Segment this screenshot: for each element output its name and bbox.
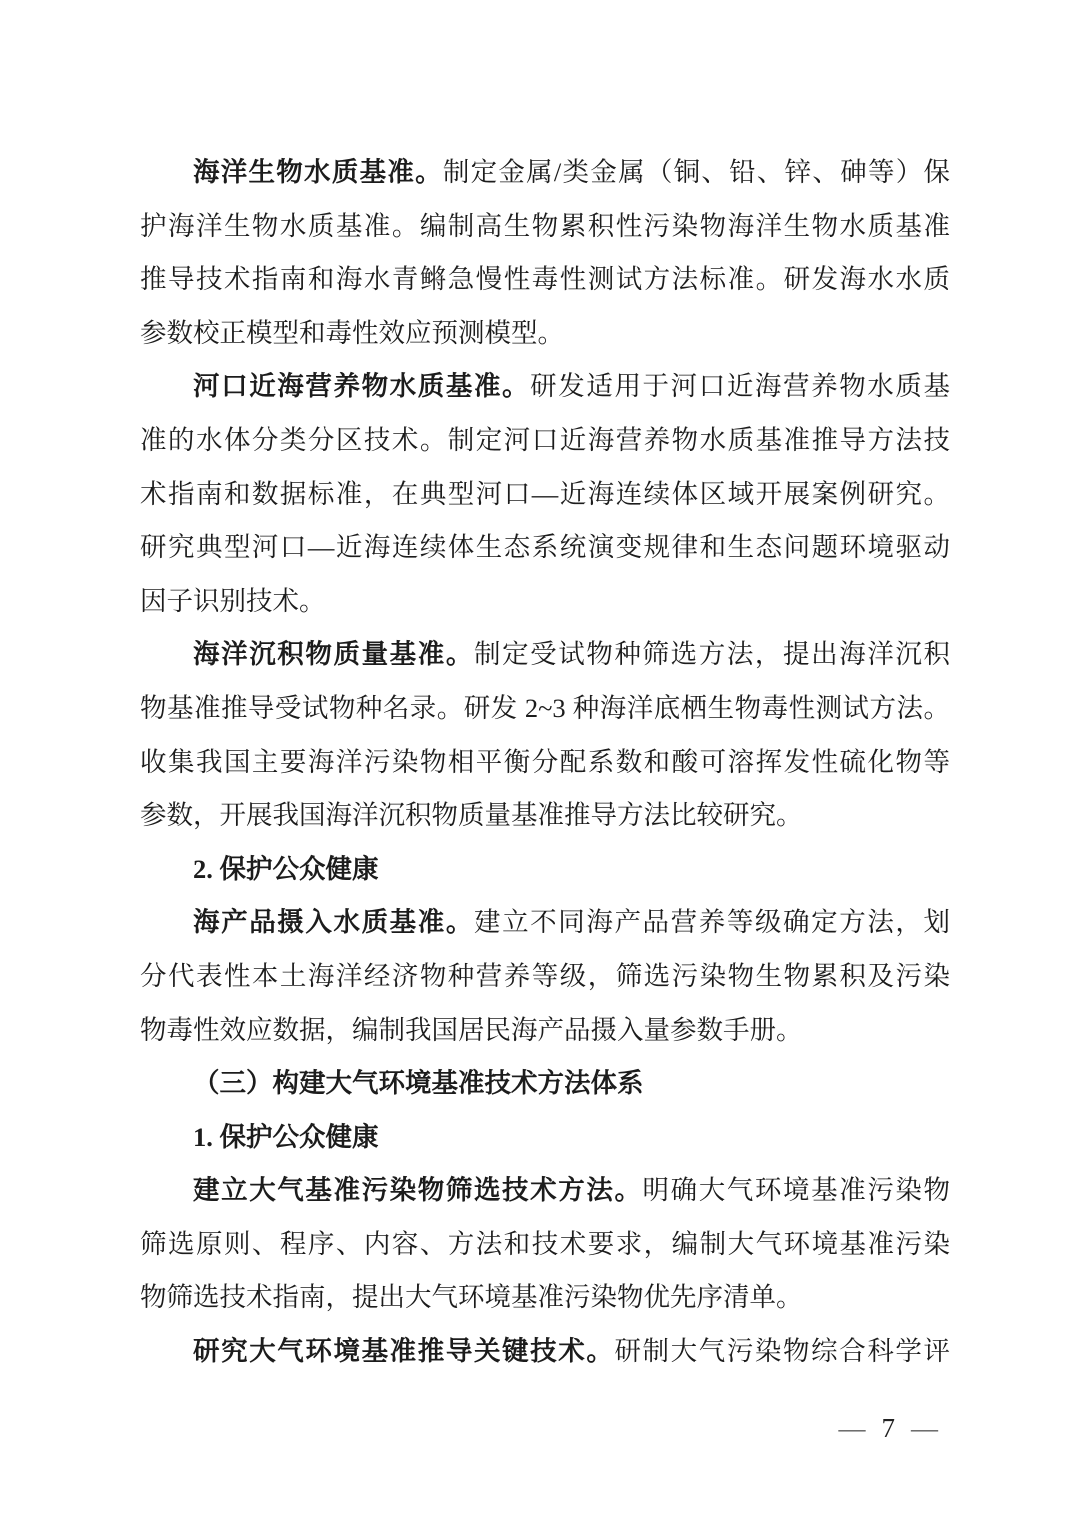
paragraph-text: 术指南和数据标准，在典型河口—近海连续体区域开展案例研究。: [140, 478, 950, 509]
text-line: [140, 253, 950, 307]
paragraph-text: 研制大气污染物综合科学评: [614, 1336, 950, 1367]
paragraph-lead: 海洋生物水质基准。: [193, 157, 443, 187]
footer-left-dash: —: [838, 1413, 866, 1443]
paragraph-text: 制定金属/类金属（铜、铅、锌、砷等）保: [442, 157, 950, 187]
paragraph-text: 建立不同海产品营养等级确定方法，划: [473, 907, 950, 938]
text-line: [140, 414, 950, 468]
paragraph-text: 分代表性本土海洋经济物种营养等级，筛选污染物生物累积及污染: [140, 960, 950, 991]
paragraph-text: 物基准推导受试物种名录。研发 2~3 种海洋底栖生物毒性测试方法。: [140, 692, 950, 723]
paragraph-lead: 海洋沉积物质量基准。: [193, 639, 474, 670]
text-line: [140, 1271, 950, 1325]
paragraph-text: 参数，开展我国海洋沉积物质量基准推导方法比较研究。: [140, 800, 803, 831]
paragraph-text: 准的水体分类分区技术。制定河口近海营养物水质基准推导方法技: [140, 424, 950, 455]
document-body: [140, 146, 950, 1379]
text-line: [140, 521, 950, 575]
paragraph-text: 因子识别技术。: [140, 585, 326, 616]
paragraph-text: 制定受试物种筛选方法，提出海洋沉积: [473, 639, 950, 670]
paragraph-lead: 建立大气基准污染物筛选技术方法。: [193, 1175, 643, 1206]
text-line: [140, 146, 950, 200]
text-line: [140, 360, 950, 414]
text-line: [140, 682, 950, 736]
footer-right-dash: —: [911, 1413, 938, 1443]
text-line: [140, 1325, 950, 1379]
paragraph-text: 明确大气环境基准污染物: [642, 1175, 950, 1206]
paragraph-text: 物毒性效应数据，编制我国居民海产品摄入量参数手册。: [140, 1014, 803, 1045]
heading-text: 1. 保护公众健康: [193, 1121, 379, 1152]
paragraph-lead: 海产品摄入水质基准。: [193, 907, 474, 938]
heading-text: （三）构建大气环境基准技术方法体系: [193, 1068, 644, 1099]
paragraph-text: 参数校正模型和毒性效应预测模型。: [140, 317, 564, 348]
paragraph-lead: 研究大气环境基准推导关键技术。: [193, 1336, 615, 1367]
text-line: [140, 200, 950, 254]
text-line: [140, 575, 950, 629]
section-heading: [140, 843, 950, 897]
page-number: 7: [881, 1413, 895, 1443]
section-heading: [140, 1057, 950, 1111]
text-line: [140, 1164, 950, 1218]
text-line: [140, 896, 950, 950]
paragraph-text: 推导技术指南和海水青鳉急慢性毒性测试方法标准。研发海水水质: [140, 264, 950, 295]
text-line: [140, 468, 950, 522]
paragraph-text: 护海洋生物水质基准。编制高生物累积性污染物海洋生物水质基准: [140, 210, 950, 241]
text-line: [140, 307, 950, 361]
text-line: [140, 628, 950, 682]
paragraph-text: 筛选原则、程序、内容、方法和技术要求，编制大气环境基准污染: [140, 1228, 950, 1259]
text-line: [140, 736, 950, 790]
heading-text: 2. 保护公众健康: [193, 853, 379, 884]
paragraph-text: 收集我国主要海洋污染物相平衡分配系数和酸可溶挥发性硫化物等: [140, 746, 950, 777]
paragraph-text: 研发适用于河口近海营养物水质基: [530, 371, 950, 402]
paragraph-lead: 河口近海营养物水质基准。: [193, 371, 531, 402]
text-line: [140, 1004, 950, 1058]
text-line: [140, 950, 950, 1004]
text-line: [140, 1218, 950, 1272]
paragraph-text: 研究典型河口—近海连续体生态系统演变规律和生态问题环境驱动: [140, 532, 950, 563]
page-footer: [839, 1413, 939, 1443]
text-line: [140, 789, 950, 843]
paragraph-text: 物筛选技术指南，提出大气环境基准污染物优先序清单。: [140, 1282, 803, 1313]
section-heading: [140, 1111, 950, 1165]
